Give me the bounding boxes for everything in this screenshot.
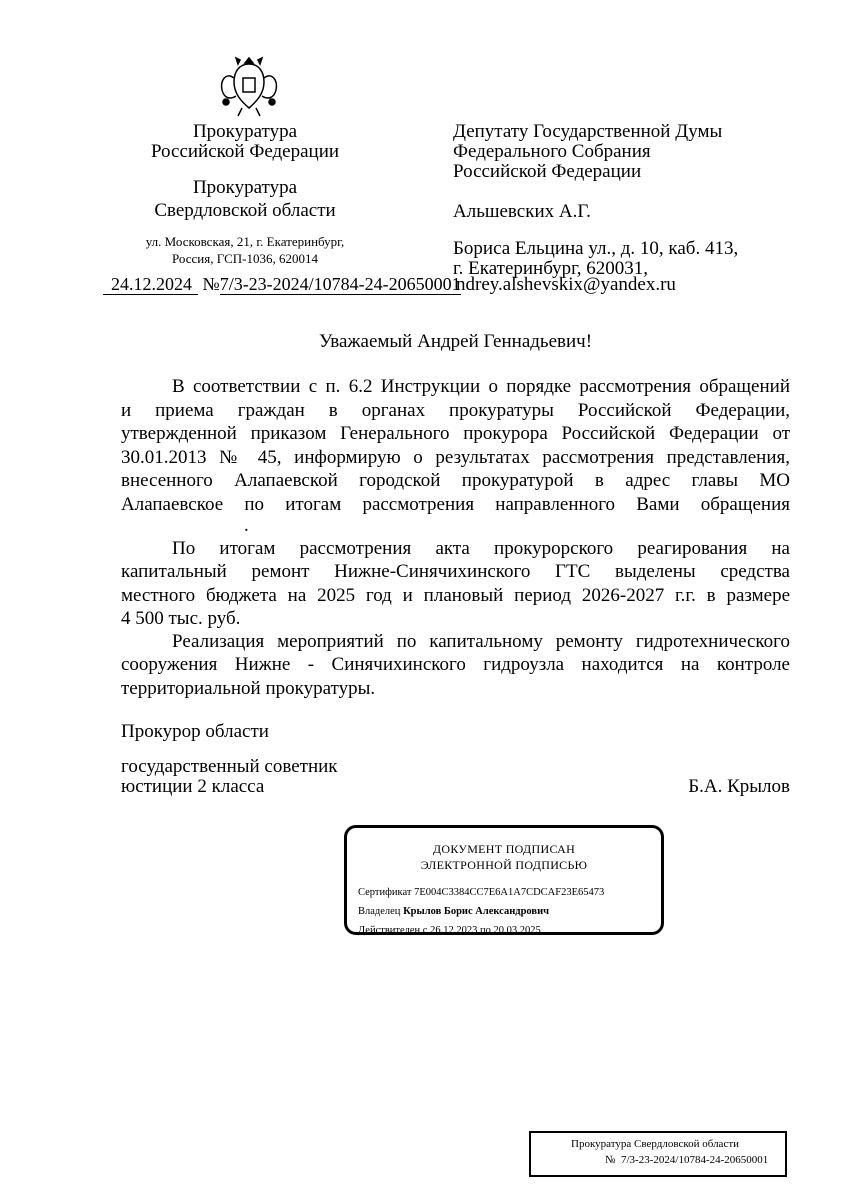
stamp-certificate: Сертификат 7E004C3384CC7E6A1A7CDCAF23E65473 — [358, 887, 605, 898]
signature-position: Прокурор области — [121, 721, 269, 742]
recipient-title: Федерального Собрания — [453, 141, 651, 162]
sender-line: Прокуратура — [192, 121, 298, 142]
footer-number: № 7/3-23-2024/10784-24-20650001 — [605, 1154, 769, 1166]
stamp-title: ЭЛЕКТРОННОЙ ПОДПИСЬЮ — [420, 858, 588, 872]
signature-rank — [121, 757, 338, 797]
recipient-address: г. Екатеринбург, 620031, — [453, 258, 649, 279]
body-line: 30.01.2013 № 45, информирую о результатах рассмотрения представления, — [121, 447, 790, 468]
recipient-address: Бориса Ельцина ул., д. 10, каб. 413, — [453, 238, 739, 259]
body-line: По итогам рассмотрения акта прокурорского реагирования на — [172, 538, 790, 559]
body-line: . — [244, 515, 249, 536]
recipient-title: Российской Федерации — [453, 161, 642, 182]
registration-footer-box — [529, 1131, 787, 1177]
sender-line: Свердловской области — [154, 200, 336, 221]
body-line: 4 500 тыс. руб. — [121, 608, 241, 629]
recipient-title: Депутату Государственной Думы — [453, 121, 723, 142]
stamp-validity: Действителен с 26.12.2023 по 20.03.2025 — [358, 925, 541, 936]
stamp-title: ДОКУМЕНТ ПОДПИСАН — [432, 842, 576, 856]
sender-line: Российской Федерации — [150, 141, 340, 162]
body-line: капитальный ремонт Нижне-Синячихинского ГТС выделены средства — [121, 561, 790, 582]
body-line: утвержденной приказом Генерального прокурора Российской Федерации от — [121, 423, 790, 444]
number-sign: № — [202, 274, 220, 294]
sender-address: ул. Московская, 21, г. Екатеринбург, — [145, 234, 345, 249]
sender-address: Россия, ГСП-1036, 620014 — [172, 251, 318, 266]
document-number: 7/3-23-2024/10784-24-20650001 — [219, 274, 461, 294]
body-line: территориальной прокуратуры. — [121, 678, 376, 699]
recipient-email: ndrey.alshevskix@yandex.ru — [456, 274, 676, 295]
body-line: внесенного Алапаевской городской прокуратурой в адрес главы МО — [121, 470, 790, 491]
greeting: Уважаемый Андрей Геннадьевич! — [318, 331, 593, 352]
sender-line: Прокуратура — [192, 177, 298, 198]
signature-name: Б.А. Крылов — [688, 776, 790, 797]
body-line: Алапаевское по итогам рассмотрения направленного Вами обращения — [121, 494, 790, 515]
coat-of-arms-emblem — [214, 50, 284, 120]
body-line: и приема граждан в органах прокуратуры Российской Федерации, — [121, 400, 790, 421]
sender-block — [120, 122, 370, 267]
e-signature-stamp — [344, 825, 664, 935]
signature-rank-line: юстиции 2 класса — [121, 776, 265, 797]
recipient-name: Альшевских А.Г. — [453, 201, 591, 222]
document-date: 24.12.2024 — [103, 274, 198, 295]
recipient-block — [453, 122, 793, 279]
body-line: местного бюджета на 2025 год и плановый период 2026-2027 г.г. в размере — [121, 585, 790, 606]
footer-org: Прокуратура Свердловской области — [571, 1138, 740, 1150]
body-line: сооружения Нижне - Синячихинского гидроузла находится на контроле — [121, 654, 790, 675]
body-line: Реализация мероприятий по капитальному ремонту гидротехнического — [172, 631, 790, 652]
body-line: В соответствии с п. 6.2 Инструкции о порядке рассмотрения обращений — [172, 376, 790, 397]
signature-rank-line: государственный советник — [121, 756, 338, 777]
stamp-owner: Владелец Крылов Борис Александрович — [358, 906, 550, 917]
document-reference — [103, 274, 461, 295]
